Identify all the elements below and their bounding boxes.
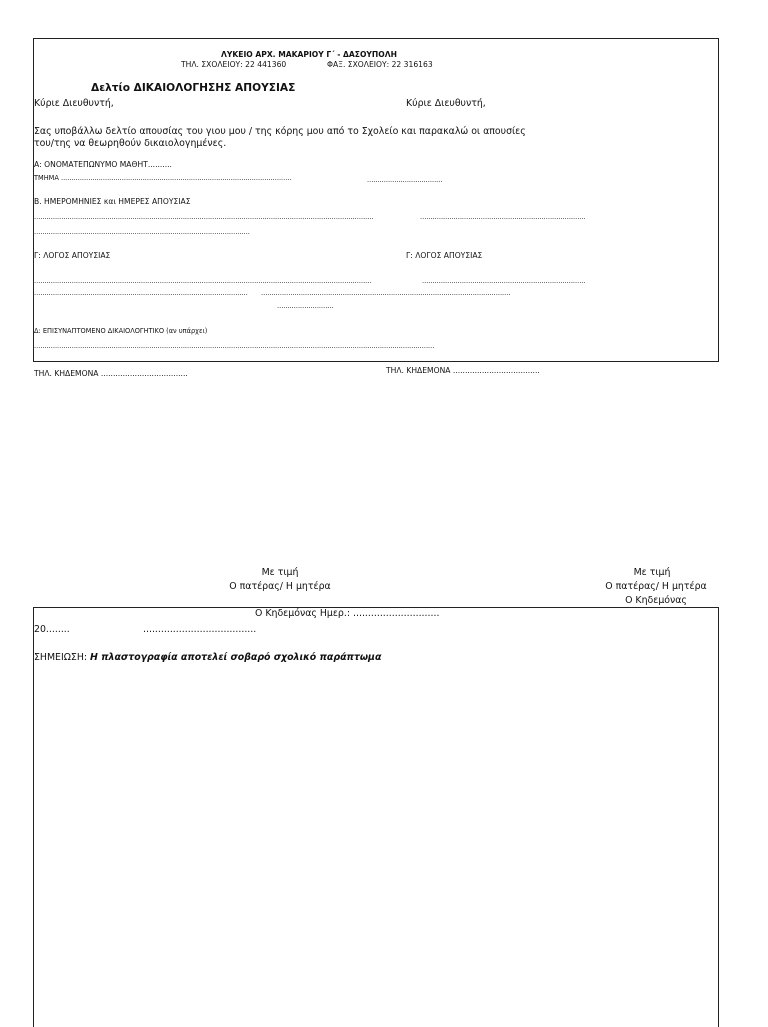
- reason-dots-1-right: ..............................................................................: [422, 277, 586, 285]
- lower-form-box: [33, 607, 719, 1027]
- note-label: ΣΗΜΕΙΩΣΗ:: [34, 652, 91, 663]
- field-class: ΤΜΗΜΑ ..............................................................................................................: [34, 174, 292, 182]
- parent-left: Ο πατέρας/ Η μητέρα: [229, 581, 331, 592]
- attached-document-dots: ...............................................................................................................................................................................................: [34, 342, 435, 350]
- note-text: Η πλαστογραφία αποτελεί σοβαρό σχολικό παράπτωμα: [90, 652, 382, 663]
- reason-dots-2-right: .......................................................................................................................: [261, 289, 511, 297]
- regards-right: Με τιμή: [633, 567, 671, 578]
- salutation-left: Κύριε Διευθυντή,: [34, 98, 114, 109]
- school-phone: ΤΗΛ. ΣΧΟΛΕΙΟΥ: 22 441360: [181, 60, 287, 69]
- signature-dots: ......................................: [143, 624, 257, 635]
- reason-dots-3: ...........................: [277, 302, 334, 310]
- form-title: Δελτίο ΔΙΚΑΙΟΛΟΓΗΣΗΣ ΑΠΟΥΣΙΑΣ: [91, 82, 296, 94]
- guardian-phone-left: ΤΗΛ. ΚΗΔΕΜΟΝΑ ....................................: [34, 369, 188, 378]
- regards-left: Με τιμή: [261, 567, 299, 578]
- field-absence-reason-left: Γ: ΛΟΓΟΣ ΑΠΟΥΣΙΑΣ: [34, 251, 111, 260]
- field-absence-dates: Β. ΗΜΕΡΟΜΗΝΙΕΣ και ΗΜΕΡΕΣ ΑΠΟΥΣΙΑΣ: [34, 197, 191, 206]
- school-fax: ΦΑΞ. ΣΧΟΛΕΙΟΥ: 22 316163: [327, 60, 433, 69]
- intro-line-2: του/της να θεωρηθούν δικαιολογημένες.: [34, 138, 227, 149]
- field-attached-document: Δ: ΕΠΙΣΥΝΑΠΤΟΜΕΝΟ ΔΙΚΑΙΟΛΟΓΗΤΙΚΟ (αν υπάρχει): [34, 327, 208, 335]
- reason-dots-1: .................................................................................................................................................................: [34, 277, 372, 285]
- school-name: ΛΥΚΕΙΟ ΑΡΧ. ΜΑΚΑΡΙΟΥ Γ΄ - ΔΑΣΟΥΠΟΛΗ: [221, 50, 397, 59]
- absence-dates-dots-1: ..................................................................................................................................................................: [34, 213, 374, 221]
- parent-right: Ο πατέρας/ Η μητέρα: [605, 581, 707, 592]
- guardian-date: Ο Κηδεμόνας Ημερ.: .............................: [255, 608, 440, 619]
- reason-dots-2: ......................................................................................................: [34, 289, 248, 297]
- field-class-dots-right: ....................................: [367, 176, 443, 184]
- absence-dates-dots-1-right: ...............................................................................: [420, 213, 586, 221]
- note: [34, 653, 381, 664]
- absence-dates-dots-2: .......................................................................................................: [34, 228, 250, 236]
- guardian-right: Ο Κηδεμόνας: [625, 595, 687, 606]
- intro-line-1: Σας υποβάλλω δελτίο απουσίας του γιου μου / της κόρης μου από το Σχολείο και παρακαλώ οι απουσίες: [34, 126, 526, 137]
- year-field: 20........: [34, 624, 70, 635]
- guardian-phone-right: ΤΗΛ. ΚΗΔΕΜΟΝΑ ....................................: [386, 366, 540, 375]
- field-absence-reason-right: Γ: ΛΟΓΟΣ ΑΠΟΥΣΙΑΣ: [406, 251, 483, 260]
- field-student-name: Α: ΟΝΟΜΑΤΕΠΩΝΥΜΟ ΜΑΘΗΤ..........: [34, 160, 172, 169]
- salutation-right: Κύριε Διευθυντή,: [406, 98, 486, 109]
